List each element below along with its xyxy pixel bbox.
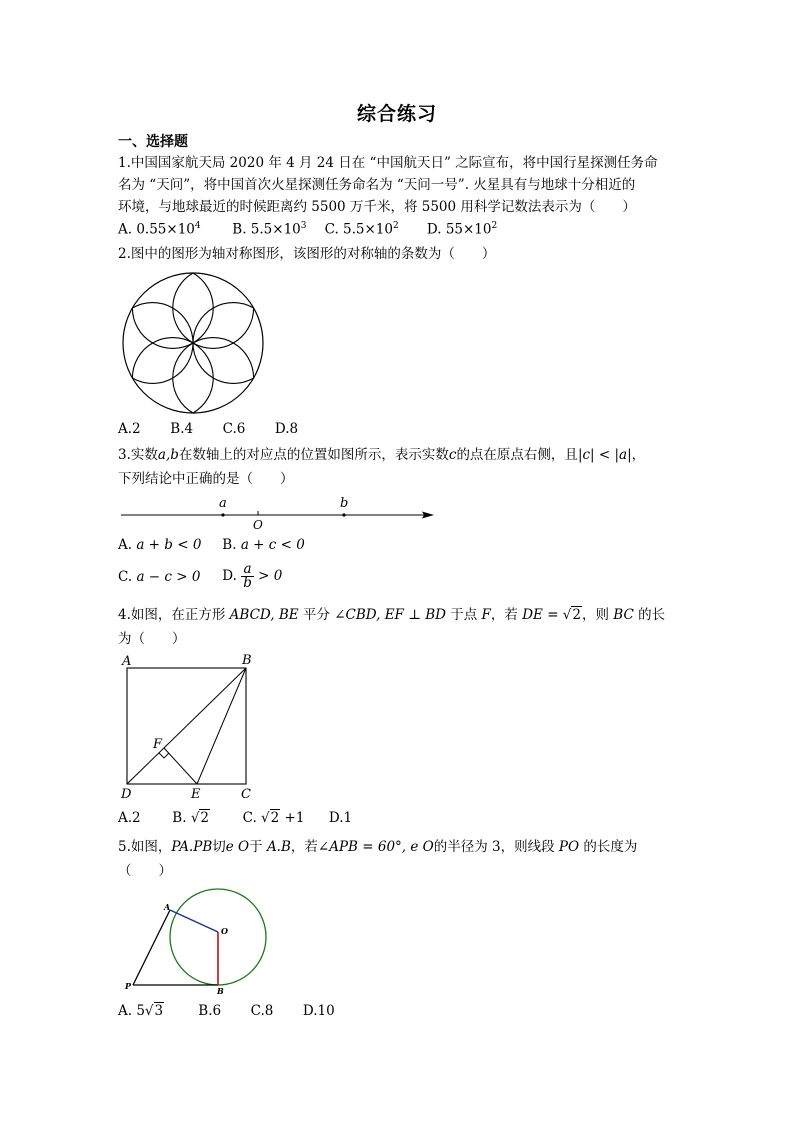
q4-option-b[interactable]: B. √2 [172,810,210,826]
circle-label-p: P [125,981,132,991]
q1-option-a[interactable]: A. $0.55\times 10^4$ [118,221,201,238]
number-line-figure [118,492,438,532]
q2-text-line-1: 2.图中的图形为轴对称图形，该图形的对称轴的条数为（ ） [118,246,496,262]
q3-text-line-1: 3.实数a,b在数轴上的对应点的位置如图所示，表示实数c的点在原点右侧，且|c| < |a|， [118,447,646,463]
q5-text-line-1: 5.如图，PA.PB切e O于 A.B，若∠APB = 60°, e O的半径为 3，则线段 PO 的长度为 [118,839,638,855]
square-figure [118,652,263,802]
q2-option-a[interactable]: A.2 [118,421,141,437]
q3-option-c[interactable]: C. a − c > 0 [118,568,201,585]
square-label-c: C [241,787,251,802]
q5-option-d[interactable]: D.10 [302,1003,335,1019]
q5-option-b[interactable]: B.6 [198,1003,222,1019]
q4-options [118,810,352,826]
circle-label-o: O [221,926,228,936]
q1-options [118,221,497,238]
q2-options [118,421,298,437]
square-label-b: B [242,653,252,668]
square-label-a: A [122,654,132,669]
q4-option-d[interactable]: D.1 [328,810,353,826]
page-title: 综合练习 [356,103,437,125]
q5-option-a[interactable]: A. 5√3 [118,1003,164,1019]
flower-circle-figure [118,268,268,418]
q4-option-a[interactable]: A.2 [118,810,141,826]
number-line-label-origin: O [253,518,263,532]
q2-option-b[interactable]: B.4 [170,421,194,437]
q5-options [118,1003,335,1019]
section-heading: 一、选择题 [118,134,188,150]
q3-options-row-2 [118,563,282,590]
square-label-f: F [153,737,163,752]
tangent-circle-figure [118,890,278,1000]
q3-text-line-2: 下列结论中正确的是（ ） [118,471,294,487]
q3-options-row-1 [118,537,305,553]
q1-option-d[interactable]: D. $55\times 10^2$ [426,221,498,238]
q1-option-c[interactable]: C. $5.5\times 10^2$ [324,221,399,238]
q1-text-line-1: 1.中国国家航天局 2020 年 4 月 24 日在 “中国航天日” 之际宣布，将中国行星探测任务命 [118,155,658,171]
q4-option-c[interactable]: C. √2 +1 [242,810,305,826]
q5-text-line-2: （ ） [118,863,172,879]
q1-option-b[interactable]: B. $5.5\times 10^3$ [232,221,307,238]
q1-text-line-2: 名为 “天问”，将中国首次火星探测任务命名为 “天问一号”. 火星具有与地球十分相近的 [118,177,636,193]
number-line-label-a: a [219,496,227,511]
q3-option-b[interactable]: B. a + c < 0 [222,537,305,553]
q3-option-d[interactable]: D. $\frac{a}{b}$ > 0 [222,561,283,591]
circle-label-b: B [217,986,224,996]
number-line-label-b: b [340,496,349,511]
q5-option-c[interactable]: C.8 [250,1003,274,1019]
q2-option-d[interactable]: D.8 [274,421,299,437]
square-label-d: D [121,787,132,802]
q4-text-line-1: 4.如图，在正方形 ABCD, BE 平分 ∠CBD, EF ⊥ BD 于点 F，若 DE = √2，则 BC 的长 [118,607,666,623]
q2-option-c[interactable]: C.6 [222,421,246,437]
q3-option-a[interactable]: A. a + b < 0 [118,537,202,553]
q1-text-line-3: 环境，与地球最近的时候距离约 5500 万千米，将 5500 用科学记数法表示为（ ） [118,199,636,215]
square-label-e: E [191,787,201,802]
circle-label-a: A [164,902,171,912]
q4-text-line-2: 为（ ） [118,631,186,647]
